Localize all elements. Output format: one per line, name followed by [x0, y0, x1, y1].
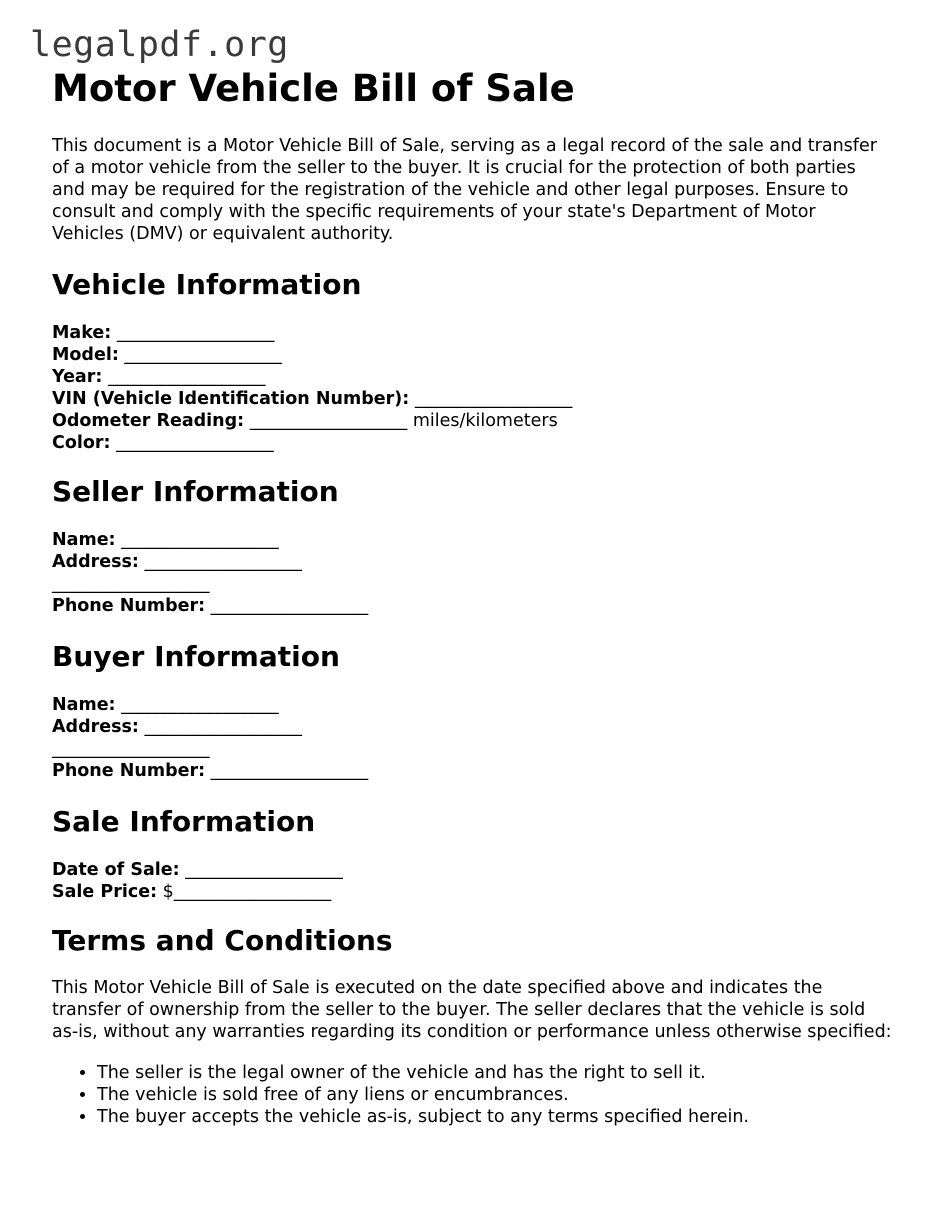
buyer-address-field[interactable]	[52, 716, 892, 738]
sale-price-label: Sale Price:	[52, 882, 158, 902]
seller-name-blank[interactable]: __________________	[121, 530, 279, 550]
vehicle-fields	[52, 322, 892, 454]
list-item: • The vehicle is sold free of any liens or encumbrances.	[97, 1084, 892, 1106]
seller-name-field[interactable]	[52, 529, 892, 551]
buyer-name-blank[interactable]: __________________	[121, 695, 279, 715]
buyer-name-field[interactable]	[52, 694, 892, 716]
year-blank[interactable]: __________________	[107, 367, 266, 387]
buyer-phone-blank[interactable]: __________________	[210, 761, 369, 781]
buyer-phone-field[interactable]	[52, 760, 892, 782]
seller-fields	[52, 529, 892, 617]
sale-date-blank[interactable]: __________________	[185, 860, 343, 880]
make-field[interactable]	[52, 322, 892, 344]
seller-address-field[interactable]	[52, 551, 892, 573]
buyer-address-blank[interactable]: __________________	[144, 717, 303, 737]
buyer-name-label: Name:	[52, 695, 116, 715]
buyer-address-blank-2[interactable]: __________________	[52, 739, 210, 759]
sale-fields	[52, 859, 892, 903]
color-label: Color:	[52, 433, 111, 453]
seller-address-blank-2[interactable]: __________________	[52, 574, 210, 594]
seller-address-blank[interactable]: __________________	[144, 552, 303, 572]
seller-phone-field[interactable]	[52, 595, 892, 617]
buyer-address-label: Address:	[52, 717, 139, 737]
list-item: • The seller is the legal owner of the vehicle and has the right to sell it.	[97, 1062, 892, 1084]
model-blank[interactable]: __________________	[124, 345, 282, 365]
year-label: Year:	[52, 367, 103, 387]
terms-heading: Terms and Conditions	[52, 924, 393, 957]
sale-date-label: Date of Sale:	[52, 860, 180, 880]
seller-name-label: Name:	[52, 530, 116, 550]
page-title: Motor Vehicle Bill of Sale	[52, 67, 575, 110]
color-blank[interactable]: __________________	[116, 433, 274, 453]
odometer-unit: miles/kilometers	[412, 411, 558, 431]
vin-field[interactable]	[52, 388, 892, 410]
vin-blank[interactable]: __________________	[414, 389, 573, 409]
odometer-field[interactable]	[52, 410, 892, 432]
intro-paragraph: This document is a Motor Vehicle Bill of Sale, serving as a legal record of the sale and transfer of a motor vehicle from the seller to the buyer. It is crucial for the protection of both parties and may be required for the registration of the vehicle and other legal purposes. Ensure to consult and comply with the specific requirements of your state's Department of Motor Vehicles (DMV) or equivalent authority.	[52, 136, 877, 244]
odometer-blank[interactable]: __________________	[249, 411, 408, 431]
currency-symbol: $	[162, 882, 174, 902]
vehicle-heading: Vehicle Information	[52, 268, 362, 301]
seller-heading: Seller Information	[52, 475, 339, 508]
color-field[interactable]	[52, 432, 892, 454]
sale-heading: Sale Information	[52, 805, 316, 838]
model-field[interactable]	[52, 344, 892, 366]
odometer-label: Odometer Reading:	[52, 411, 245, 431]
terms-list	[52, 1062, 892, 1128]
seller-address-label: Address:	[52, 552, 139, 572]
buyer-heading: Buyer Information	[52, 640, 340, 673]
buyer-phone-label: Phone Number:	[52, 761, 206, 781]
make-label: Make:	[52, 323, 112, 343]
watermark: legalpdf.org	[30, 25, 289, 65]
buyer-fields	[52, 694, 892, 782]
buyer-address-line2[interactable]	[52, 738, 892, 760]
vin-label: VIN (Vehicle Identification Number):	[52, 389, 410, 409]
make-blank[interactable]: __________________	[116, 323, 275, 343]
terms-paragraph: This Motor Vehicle Bill of Sale is executed on the date specified above and indicates the transfer of ownership from the seller to the buyer. The seller declares that the vehicle is sold as-is, without any warranties regarding its condition or performance unless otherwise specified:	[52, 978, 892, 1042]
sale-price-field[interactable]	[52, 881, 892, 903]
sale-price-blank[interactable]: __________________	[173, 882, 332, 902]
seller-phone-blank[interactable]: __________________	[210, 596, 369, 616]
year-field[interactable]	[52, 366, 892, 388]
model-label: Model:	[52, 345, 119, 365]
seller-phone-label: Phone Number:	[52, 596, 206, 616]
document	[52, 66, 892, 1128]
sale-date-field[interactable]	[52, 859, 892, 881]
list-item: • The buyer accepts the vehicle as-is, subject to any terms specified herein.	[97, 1106, 892, 1128]
seller-address-line2[interactable]	[52, 573, 892, 595]
